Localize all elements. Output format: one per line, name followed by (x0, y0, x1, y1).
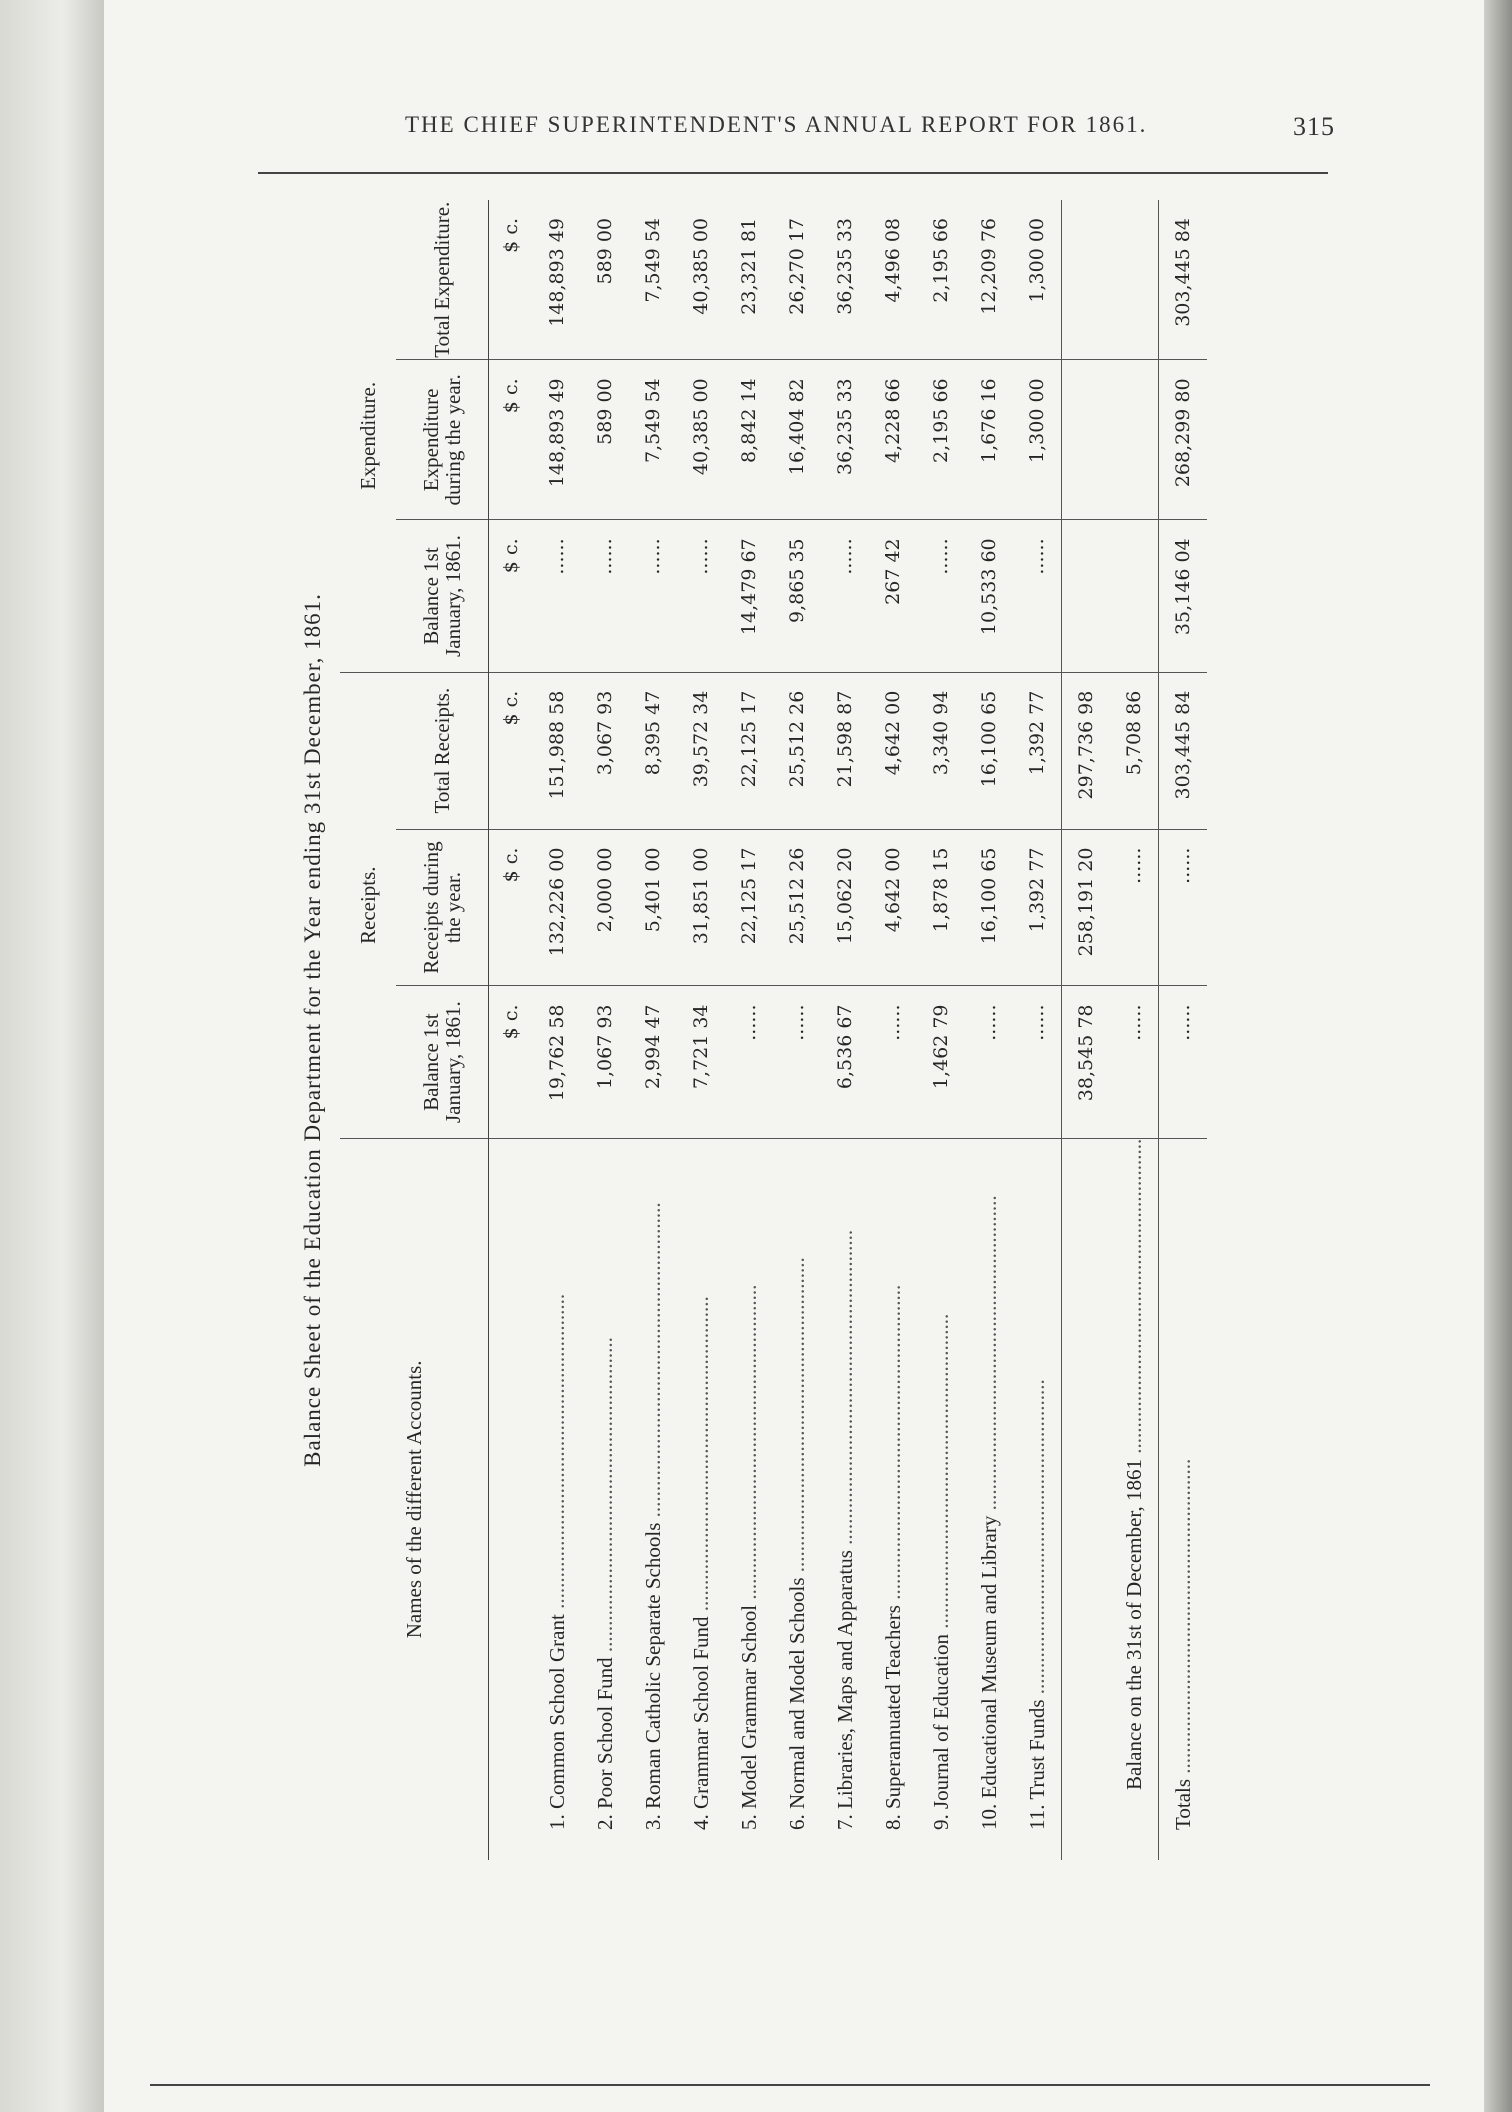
account-label (869, 1138, 917, 1860)
account-name: 4. Grammar School Fund (688, 1616, 713, 1830)
account-name: 9. Journal of Education (928, 1634, 953, 1830)
account-label (773, 1138, 821, 1860)
binding-edge (0, 0, 104, 2112)
amount-cell: ...... (773, 986, 821, 1138)
amount-cell: 4,642 00 (869, 672, 917, 829)
page-edge (1484, 0, 1512, 2112)
amount-cell: 16,404 82 (773, 360, 821, 520)
amount-cell: ...... (629, 520, 677, 672)
account-label (581, 1138, 629, 1860)
account-label (629, 1138, 677, 1860)
amount-cell: 2,195 66 (917, 200, 965, 360)
amount-cell: ...... (1159, 986, 1208, 1138)
leader-dots: ............................................................ (1121, 1138, 1146, 1460)
unit-label: $ c. (489, 520, 534, 672)
totals-row (1159, 200, 1208, 1860)
amount-cell: 1,462 79 (917, 986, 965, 1138)
subtotal-label (1062, 1138, 1111, 1860)
amount-cell: 40,385 00 (677, 360, 725, 520)
leader-dots: ............................................................ (688, 1296, 713, 1617)
amount-cell (1062, 200, 1111, 360)
amount-cell: 7,721 34 (677, 986, 725, 1138)
leader-dots: ............................................................ (928, 1313, 953, 1635)
amount-cell: 1,878 15 (917, 829, 965, 986)
account-name: 1. Common School Grant (544, 1614, 569, 1830)
amount-cell: 589 00 (581, 360, 629, 520)
account-label (1013, 1138, 1062, 1860)
amount-cell: 268,299 80 (1159, 360, 1208, 520)
unit-label: $ c. (489, 829, 534, 986)
amount-cell: 9,865 35 (773, 520, 821, 672)
table-row (1013, 200, 1062, 1860)
amount-cell: 1,392 77 (1013, 829, 1062, 986)
account-name: 10. Educational Museum and Library (976, 1515, 1001, 1830)
amount-cell: ...... (1013, 520, 1062, 672)
amount-cell: 1,392 77 (1013, 672, 1062, 829)
account-label (533, 1138, 581, 1860)
amount-cell: 22,125 17 (725, 672, 773, 829)
amount-cell: 39,572 34 (677, 672, 725, 829)
amount-cell: 1,300 00 (1013, 360, 1062, 520)
amount-cell: 25,512 26 (773, 672, 821, 829)
account-name: 11. Trust Funds (1024, 1699, 1049, 1830)
subtotal-row (1062, 200, 1111, 1860)
table-row (629, 200, 677, 1860)
amount-cell: 148,893 49 (533, 360, 581, 520)
amount-cell: 38,545 78 (1062, 986, 1111, 1138)
column-header: Total Receipts. (396, 672, 489, 829)
amount-cell: 23,321 81 (725, 200, 773, 360)
table-row (821, 200, 869, 1860)
account-name: 3. Roman Catholic Separate Schools (640, 1522, 665, 1830)
column-header: Receipts during the year. (396, 829, 489, 986)
amount-cell: 4,642 00 (869, 829, 917, 986)
unit-spacer (489, 1138, 534, 1860)
amount-cell: 15,062 20 (821, 829, 869, 986)
amount-cell: 4,496 08 (869, 200, 917, 360)
amount-cell (1110, 200, 1159, 360)
account-label (725, 1138, 773, 1860)
table-row (917, 200, 965, 1860)
table-row (965, 200, 1013, 1860)
account-name: 7. Libraries, Maps and Apparatus (832, 1550, 857, 1830)
account-label (821, 1138, 869, 1860)
account-label (965, 1138, 1013, 1860)
account-name: 2. Poor School Fund (592, 1657, 617, 1830)
account-name: 5. Model Grammar School (736, 1604, 761, 1830)
amount-cell: 6,536 67 (821, 986, 869, 1138)
table-row (773, 200, 821, 1860)
amount-cell: 267 42 (869, 520, 917, 672)
amount-cell: 132,226 00 (533, 829, 581, 986)
page-number: 315 (1293, 112, 1335, 141)
amount-cell (1062, 520, 1111, 672)
amount-cell: 1,067 93 (581, 986, 629, 1138)
amount-cell: 3,067 93 (581, 672, 629, 829)
amount-cell: 2,994 47 (629, 986, 677, 1138)
amount-cell: 7,549 54 (629, 200, 677, 360)
amount-cell: ...... (1159, 829, 1208, 986)
leader-dots: ............................................................ (544, 1293, 569, 1615)
amount-cell: ...... (581, 520, 629, 672)
amount-cell: ...... (965, 986, 1013, 1138)
amount-cell: 3,340 94 (917, 672, 965, 829)
leader-dots: ............................................................ (1024, 1379, 1049, 1700)
leader-dots: ............................................................ (640, 1202, 665, 1523)
balance-row-label (1110, 1138, 1159, 1860)
amount-cell: 5,401 00 (629, 829, 677, 986)
expenditure-group-header: Expenditure. (340, 200, 396, 672)
amount-cell: 12,209 76 (965, 200, 1013, 360)
leader-dots: ............................................................ (1170, 1458, 1195, 1779)
amount-cell: 7,549 54 (629, 360, 677, 520)
balance-row (1110, 200, 1159, 1860)
amount-cell: 16,100 65 (965, 829, 1013, 986)
amount-cell: 16,100 65 (965, 672, 1013, 829)
table-row (581, 200, 629, 1860)
totals-row-label (1159, 1138, 1208, 1860)
amount-cell: 36,235 33 (821, 360, 869, 520)
amount-cell: ...... (1110, 986, 1159, 1138)
amount-cell: ...... (869, 986, 917, 1138)
amount-cell: 10,533 60 (965, 520, 1013, 672)
column-header: Total Expenditure. (396, 200, 489, 360)
amount-cell: 22,125 17 (725, 829, 773, 986)
receipts-group-header: Receipts. (340, 672, 396, 1138)
column-header: Balance 1st January, 1861. (396, 986, 489, 1138)
amount-cell: 40,385 00 (677, 200, 725, 360)
amount-cell: 1,300 00 (1013, 200, 1062, 360)
amount-cell: 4,228 66 (869, 360, 917, 520)
bottom-rule (150, 2084, 1430, 2086)
amount-cell: 303,445 84 (1159, 200, 1208, 360)
amount-cell: 151,988 58 (533, 672, 581, 829)
rotated-table-block (300, 200, 1320, 1860)
unit-label: $ c. (489, 672, 534, 829)
account-name: 8. Superannuated Teachers (880, 1605, 905, 1830)
amount-cell: ...... (533, 520, 581, 672)
table-row (725, 200, 773, 1860)
running-head-title: THE CHIEF SUPERINTENDENT'S ANNUAL REPORT FOR 1861. (405, 112, 1148, 137)
amount-cell: 26,270 17 (773, 200, 821, 360)
table-row (533, 200, 581, 1860)
leader-dots: ............................................................ (736, 1284, 761, 1605)
account-name: Balance on the 31st of December, 1861 (1121, 1459, 1146, 1790)
leader-dots: ............................................................ (832, 1229, 857, 1551)
amount-cell: 2,000 00 (581, 829, 629, 986)
amount-cell: ...... (1013, 986, 1062, 1138)
amount-cell: 303,445 84 (1159, 672, 1208, 829)
amount-cell: 19,762 58 (533, 986, 581, 1138)
column-header: Expenditure during the year. (396, 360, 489, 520)
leader-dots: ............................................................ (784, 1257, 809, 1578)
header-rule (258, 172, 1328, 174)
amount-cell: ...... (917, 520, 965, 672)
amount-cell: 35,146 04 (1159, 520, 1208, 672)
unit-label: $ c. (489, 986, 534, 1138)
column-header: Balance 1st January, 1861. (396, 520, 489, 672)
leader-dots: ............................................................ (880, 1284, 905, 1606)
amount-cell: ...... (821, 520, 869, 672)
amount-cell: 258,191 20 (1062, 829, 1111, 986)
leader-dots: ............................................................ (592, 1337, 617, 1658)
unit-label: $ c. (489, 200, 534, 360)
amount-cell: 14,479 67 (725, 520, 773, 672)
amount-cell: ...... (725, 986, 773, 1138)
amount-cell: 5,708 86 (1110, 672, 1159, 829)
amount-cell: 8,842 14 (725, 360, 773, 520)
amount-cell: 8,395 47 (629, 672, 677, 829)
name-column-header: Names of the different Accounts. (340, 1138, 489, 1860)
amount-cell (1062, 360, 1111, 520)
account-label (917, 1138, 965, 1860)
amount-cell: 36,235 33 (821, 200, 869, 360)
amount-cell (1110, 520, 1159, 672)
amount-cell: ...... (1110, 829, 1159, 986)
table-row (869, 200, 917, 1860)
balance-sheet-table (340, 200, 1207, 1860)
amount-cell: 25,512 26 (773, 829, 821, 986)
amount-cell: 2,195 66 (917, 360, 965, 520)
account-label (677, 1138, 725, 1860)
account-name: 6. Normal and Model Schools (784, 1577, 809, 1830)
leader-dots: ............................................................ (976, 1195, 1001, 1516)
unit-label: $ c. (489, 360, 534, 520)
amount-cell: 1,676 16 (965, 360, 1013, 520)
table-caption: Balance Sheet of the Education Department for the Year ending 31st December, 1861. (300, 593, 325, 1467)
amount-cell: 297,736 98 (1062, 672, 1111, 829)
amount-cell: 148,893 49 (533, 200, 581, 360)
amount-cell (1110, 360, 1159, 520)
table-row (677, 200, 725, 1860)
amount-cell: 31,851 00 (677, 829, 725, 986)
account-name: Totals (1170, 1778, 1195, 1830)
amount-cell: 21,598 87 (821, 672, 869, 829)
amount-cell: 589 00 (581, 200, 629, 360)
amount-cell: ...... (677, 520, 725, 672)
